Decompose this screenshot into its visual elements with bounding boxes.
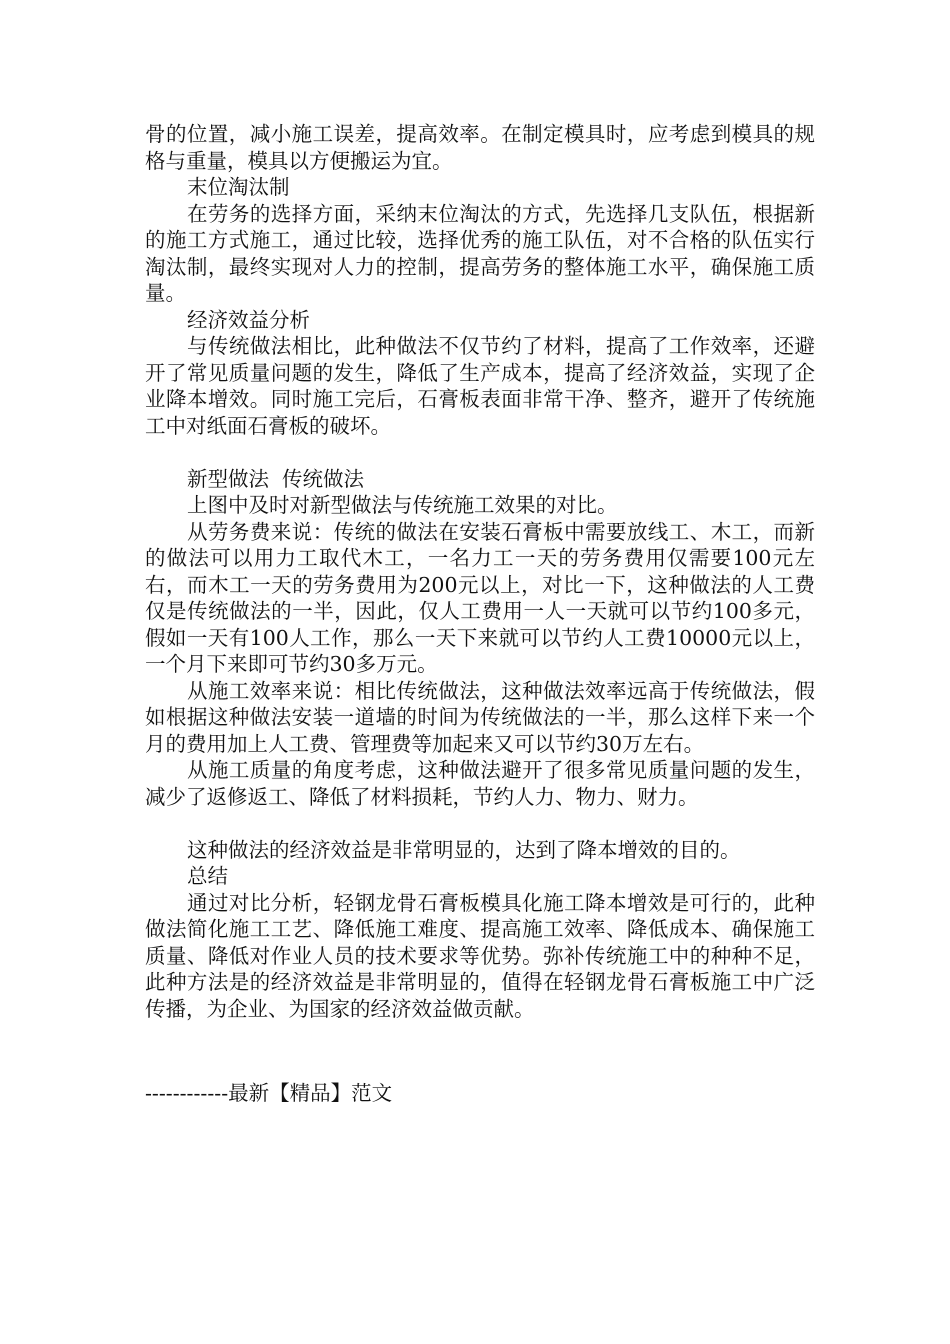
- document-body: [145, 121, 815, 1107]
- figure-caption: 新型做法 传统做法: [187, 466, 365, 491]
- body-paragraph: 在劳务的选择方面，采纳末位淘汰的方式，先选择几支队伍，根据新的施工方式施工，通过比较，选择优秀的施工队伍，对不合格的队伍实行淘汰制，最终实现对人力的控制，提高劳务的整体施工水平，确保施工质量。: [145, 201, 815, 305]
- paragraph-spacer: [145, 810, 815, 837]
- body-paragraph: 上图中及时对新型做法与传统施工效果的对比。: [187, 493, 618, 517]
- body-paragraph: 通过对比分析，轻钢龙骨石膏板模具化施工降本增效是可行的，此种做法简化施工工艺、降低施工难度、提高施工效率、降低成本、确保施工质量、降低对作业人员的技术要求等优势。弥补传统施工中的种种不足，此种方法是的经济效益是非常明显的，值得在轻钢龙骨石膏板施工中广泛传播，为企业、为国家的经济效益做贡献。: [145, 890, 815, 1021]
- paragraph-spacer: [145, 1022, 815, 1080]
- body-paragraph: 从劳务费来说：传统的做法在安装石膏板中需要放线工、木工，而新的做法可以用力工取代木工，一名力工一天的劳务费用仅需要100元左右，而木工一天的劳务费用为200元以上，对比一下，这种做法的人工费仅是传统做法的一半，因此，仅人工费用一人一天就可以节约100多元，假如一天有100人工作，那么一天下来就可以节约人工费10000元以上，一个月下来即可节约30多万元。: [145, 519, 815, 676]
- body-paragraph: 骨的位置，减小施工误差，提高效率。在制定模具时，应考虑到模具的规格与重量，模具以方便搬运为宜。: [145, 122, 815, 173]
- body-paragraph: 这种做法的经济效益是非常明显的，达到了降本增效的目的。: [187, 837, 741, 862]
- footer-text: ------------最新【精品】范文: [145, 1081, 393, 1105]
- section-heading: 经济效益分析: [187, 307, 310, 332]
- paragraph-spacer: [145, 439, 815, 466]
- section-heading: 总结: [187, 864, 228, 888]
- body-paragraph: 从施工质量的角度考虑，这种做法避开了很多常见质量问题的发生，减少了返修返工、降低了材料损耗，节约人力、物力、财力。: [145, 758, 815, 809]
- body-paragraph: 与传统做法相比，此种做法不仅节约了材料，提高了工作效率，还避开了常见质量问题的发生，降低了生产成本，提高了经济效益，实现了企业降本增效。同时施工完后，石膏板表面非常干净、整齐，避开了传统施工中对纸面石膏板的破坏。: [145, 334, 815, 438]
- section-heading: 末位淘汰制: [187, 175, 290, 199]
- body-paragraph: 从施工效率来说：相比传统做法，这种做法效率远高于传统做法，假如根据这种做法安装一道墙的时间为传统做法的一半，那么这样下来一个月的费用加上人工费、管理费等加起来又可以节约30万左右。: [145, 678, 815, 756]
